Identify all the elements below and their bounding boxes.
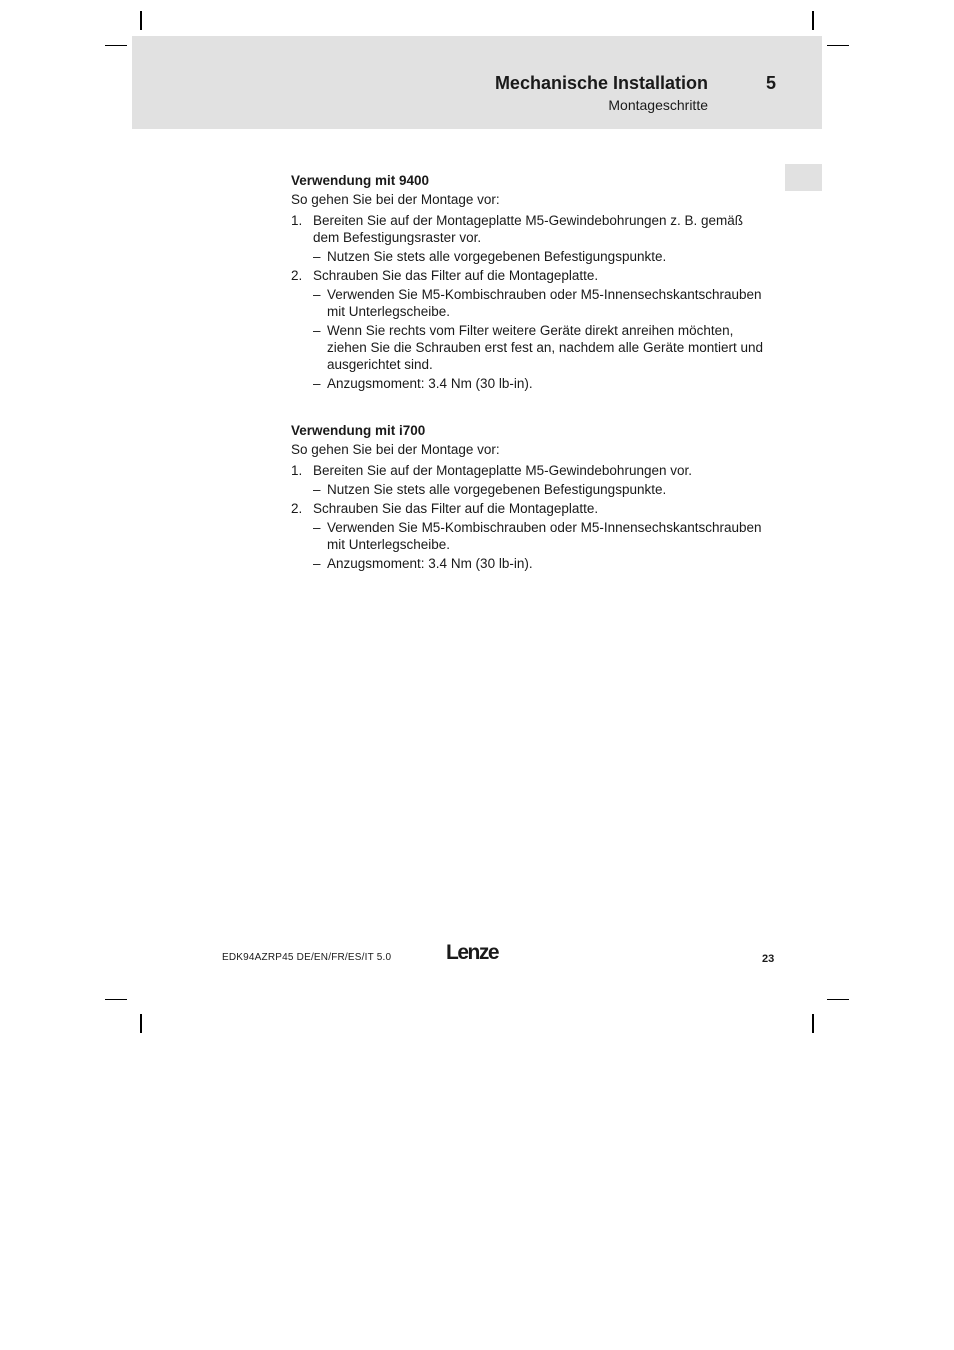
step-number: 1. [291, 213, 303, 228]
step-text: Schrauben Sie das Filter auf die Montageplatte. [313, 268, 599, 283]
dash-bullet-icon: – [313, 376, 321, 391]
sub-text: Verwenden Sie M5-Kombischrauben oder M5-Innensechskantschrauben mit Unterlegscheibe. [327, 520, 762, 552]
crop-mark [812, 1014, 814, 1033]
step-number: 1. [291, 463, 303, 478]
crop-mark [140, 1014, 142, 1033]
sub-list [313, 519, 771, 572]
crop-mark [105, 999, 127, 1000]
sub-item [313, 481, 771, 498]
sub-text: Anzugsmoment: 3.4 Nm (30 lb-in). [327, 376, 533, 391]
sub-text: Nutzen Sie stets alle vorgegebenen Befestigungspunkte. [327, 249, 667, 264]
dash-bullet-icon: – [313, 287, 321, 302]
chapter-subtitle: Montageschritte [608, 97, 708, 113]
page-number: 23 [762, 953, 775, 965]
dash-bullet-icon: – [313, 249, 321, 264]
sub-item [313, 248, 771, 265]
sub-item [313, 375, 771, 392]
sub-item [313, 519, 771, 553]
step-item [291, 212, 771, 265]
step-item [291, 267, 771, 392]
crop-mark [105, 45, 127, 46]
section-i700 [291, 422, 771, 572]
chapter-number: 5 [766, 73, 777, 93]
sub-item [313, 286, 771, 320]
chapter-title: Mechanische Installation [494, 73, 708, 93]
footer-doc-id: EDK94AZRP45 DE/EN/FR/ES/IT 5.0 [222, 952, 392, 963]
sub-text: Nutzen Sie stets alle vorgegebenen Befestigungspunkte. [327, 482, 667, 497]
chapter-side-tab [785, 164, 822, 191]
step-item [291, 462, 771, 498]
section-intro: So gehen Sie bei der Montage vor: [291, 442, 500, 457]
crop-mark [827, 45, 849, 46]
step-list [291, 212, 771, 392]
sub-text: Anzugsmoment: 3.4 Nm (30 lb-in). [327, 556, 533, 571]
dash-bullet-icon: – [313, 482, 321, 497]
sub-text: Wenn Sie rechts vom Filter weitere Geräte direkt anreihen möchten, ziehen Sie die Schrauben erst fest an, nachdem alle Geräte montiert und ausgerichtet sind. [327, 323, 764, 372]
step-text: Schrauben Sie das Filter auf die Montageplatte. [313, 501, 599, 516]
step-text: Bereiten Sie auf der Montageplatte M5-Gewindebohrungen vor. [313, 463, 692, 478]
sub-item [313, 555, 771, 572]
crop-mark [140, 11, 142, 30]
sub-list [313, 481, 771, 498]
step-item [291, 500, 771, 572]
dash-bullet-icon: – [313, 520, 321, 535]
dash-bullet-icon: – [313, 323, 321, 338]
sub-text: Verwenden Sie M5-Kombischrauben oder M5-Innensechskantschrauben mit Unterlegscheibe. [327, 287, 762, 319]
main-content [291, 172, 771, 574]
step-number: 2. [291, 268, 303, 283]
sub-list [313, 248, 771, 265]
section-heading: Verwendung mit i700 [291, 423, 426, 438]
crop-mark [812, 11, 814, 30]
dash-bullet-icon: – [313, 556, 321, 571]
step-number: 2. [291, 501, 303, 516]
sub-list [313, 286, 771, 392]
header-band [132, 36, 822, 129]
crop-mark [827, 999, 849, 1000]
lenze-logo: Lenze [446, 941, 499, 964]
section-9400 [291, 172, 771, 392]
section-heading: Verwendung mit 9400 [291, 173, 430, 188]
step-text: Bereiten Sie auf der Montageplatte M5-Gewindebohrungen z. B. gemäß dem Befestigungsraster vor. [313, 213, 744, 245]
section-intro: So gehen Sie bei der Montage vor: [291, 192, 500, 207]
sub-item [313, 322, 771, 373]
step-list [291, 462, 771, 572]
